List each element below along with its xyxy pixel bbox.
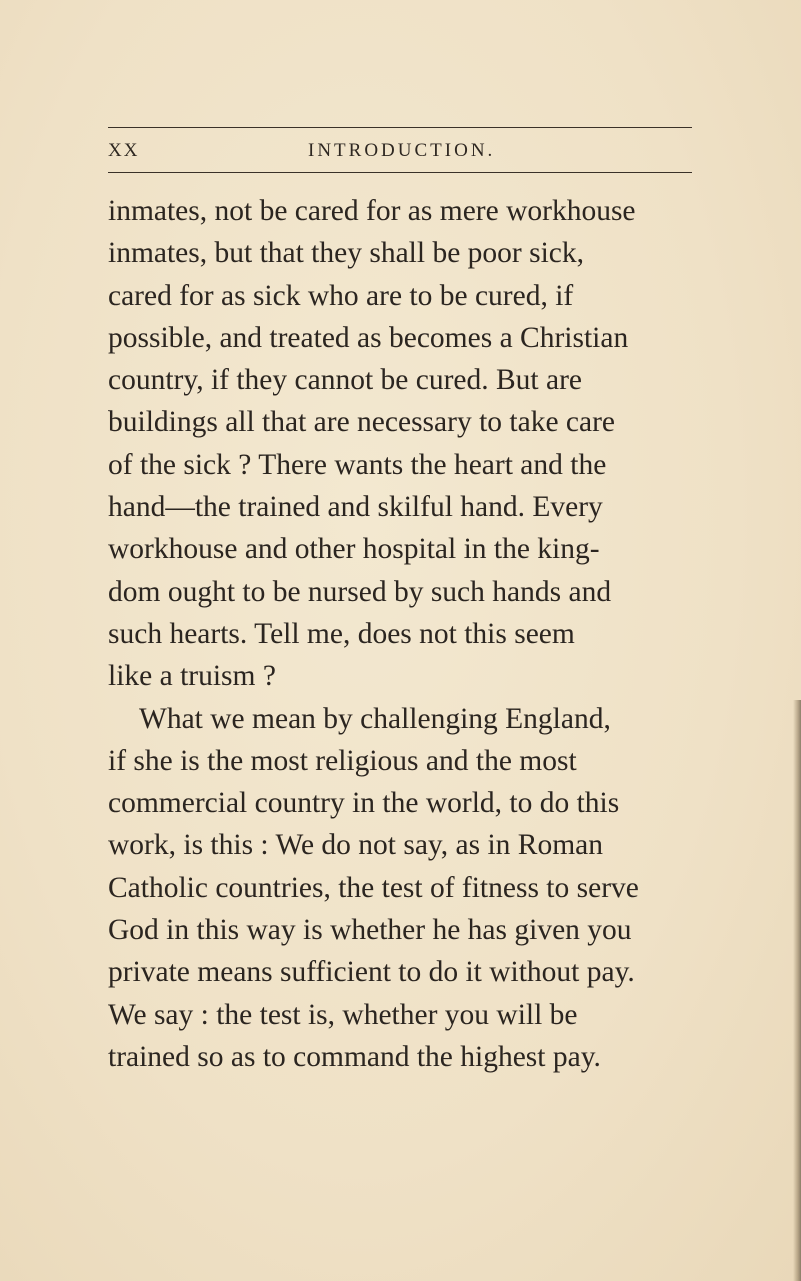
- text-line: We say : the test is, whether you will be: [108, 998, 578, 1031]
- text-line: work, is this : We do not say, as in Roman: [108, 829, 604, 862]
- text-line: hand—the trained and skilful hand. Every: [108, 491, 603, 524]
- text-line: workhouse and other hospital in the king-: [108, 533, 600, 566]
- text-line: cared for as sick who are to be cured, if: [108, 279, 574, 312]
- text-line: like a truism ?: [108, 660, 276, 693]
- paragraph-start-line: What we mean by challenging England,: [139, 702, 611, 735]
- text-line: of the sick ? There wants the heart and the: [108, 448, 607, 481]
- text-line: if she is the most religious and the most: [108, 744, 577, 777]
- text-line: country, if they cannot be cured. But are: [108, 364, 583, 397]
- text-line: trained so as to command the highest pay.: [108, 1040, 601, 1073]
- text-line: buildings all that are necessary to take care: [108, 406, 616, 439]
- text-line: possible, and treated as becomes a Christian: [108, 321, 629, 354]
- text-line: such hearts. Tell me, does not this seem: [108, 617, 575, 650]
- body-text: [108, 190, 708, 1078]
- running-head-title: INTRODUCTION.: [308, 140, 496, 161]
- header-rule-bottom: [108, 172, 692, 173]
- running-head: [108, 140, 692, 168]
- text-line: inmates, not be cared for as mere workhouse: [108, 195, 636, 227]
- text-line: Catholic countries, the test of fitness to serve: [108, 871, 639, 904]
- text-line: commercial country in the world, to do this: [108, 787, 620, 820]
- page-number: XX: [108, 140, 140, 161]
- text-line: God in this way is whether he has given you: [108, 914, 632, 947]
- page-edge-shadow: [793, 700, 801, 1281]
- text-line: private means sufficient to do it without pay.: [108, 956, 635, 989]
- text-line: dom ought to be nursed by such hands and: [108, 575, 612, 608]
- header-rule-top: [108, 127, 692, 128]
- text-line: inmates, but that they shall be poor sick,: [108, 237, 585, 270]
